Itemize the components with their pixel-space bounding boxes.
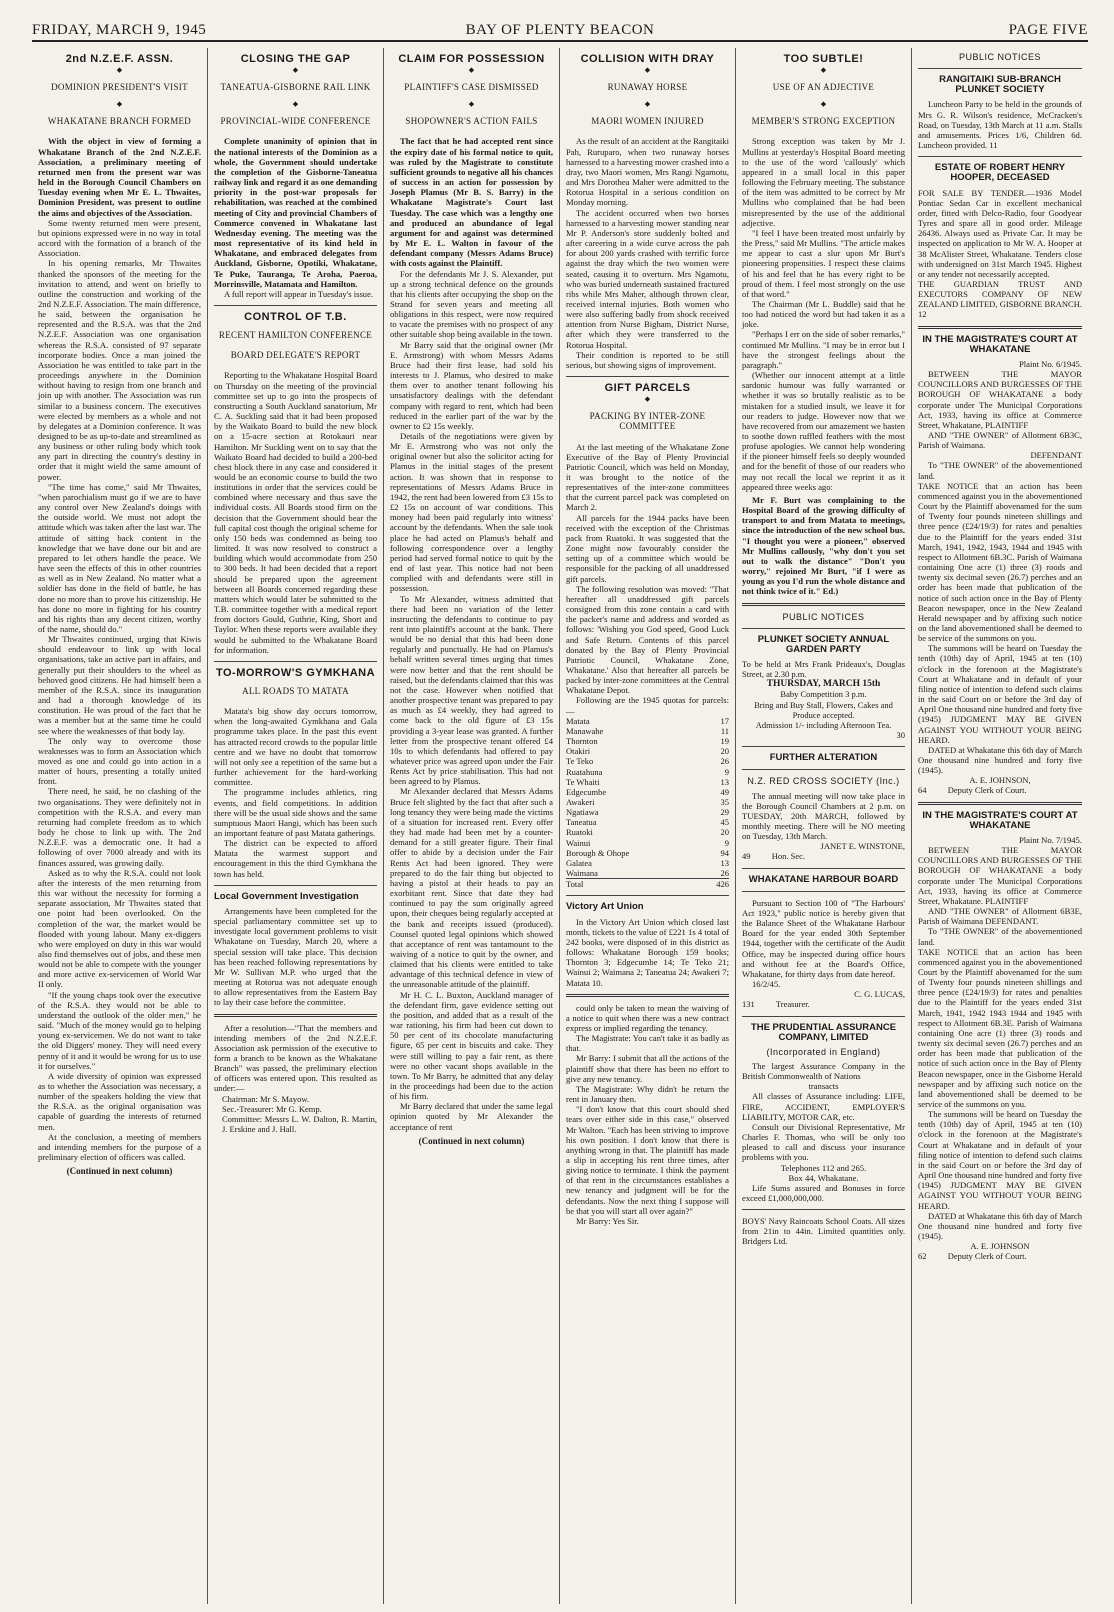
article-headline: 2nd N.Z.E.F. ASSN. <box>65 53 174 65</box>
article-paragraph: Mr Barry: Yes Sir. <box>576 1215 639 1226</box>
article-headline: CLOSING THE GAP <box>240 53 351 65</box>
quota-name: Wainui <box>566 837 591 848</box>
quota-value: 13 <box>720 857 729 868</box>
quota-value: 9 <box>724 766 729 777</box>
notice-signature: THE GUARDIAN TRUST AND EXECUTORS COMPANY OF NEW ZEALAND LIMITED, GISBORNE BRANCH. 12 <box>918 278 1082 320</box>
divider <box>742 746 905 747</box>
quota-value: 19 <box>720 736 729 747</box>
separator-star-icon: ◆ <box>292 66 299 75</box>
quota-name: Taneatua <box>566 817 597 828</box>
notice-line: Admission 1/- including Afternoon Tea. <box>755 719 892 730</box>
notice-headline: WHAKATANE HARBOUR BOARD <box>748 873 899 885</box>
notice-paragraph: AND "THE OWNER" of Allotment 6B3C, Parish of Waimana. <box>918 430 1082 451</box>
article-paragraph: (Whether our innocent attempt at a little sardonic humour was fully warranted or whether it was so brutally realistic as to be mistaken for a studied insult, we leave it for our readers to judge. However now that we have recovered from our amazement we hasten to soothe down ruffled feathers with the most profuse apologies. We cannot help wondering if the pioneer himself feels so deeply wounded and for the benefit of those of our readers who may not recall the local we reprint it as it appeared three weeks ago: <box>742 370 905 492</box>
article-paragraph: Arrangements have been completed for the special parliamentary committee set up to investigate local government problems to visit Whakatane on Tuesday, March 20, where a special session will take place. This decision has been reached following representations by Mr W. Sullivan M.P. who urged that the meeting at Rotorua was not adequate enough to allow representatives from the Eastern Bay to lay their case before the committee. <box>214 905 377 1008</box>
notice-line: To be held at Mrs Frank Prideaux's, Douglas Street, at 2.30 p.m. <box>742 658 905 680</box>
notice-signature: C. G. LUCAS, <box>854 989 905 1000</box>
classified-ad: BOYS' Navy Raincoats School Coats. All sizes from 21in to 44in. Limited quantities only. Bridgers Ltd. <box>742 1216 905 1247</box>
notice-paragraph: TAKE NOTICE that an action has been commenced against you in the abovementioned Court by the Plaintiff abovenamed for the sum of Twenty four pounds nineteen shillings and three pence (£24/19/3) for rates and penalties due to the Plaintiff for the years ended 31st March, 1941, 1942 1943 1944 and 1945 with respect to Allotment 6B.3E. Parish of Waimana containing One acre (1) three (3) roods and twenty six decimal seven (26.7) perches and an order has been made that publication of the notice of such action once in the Bay of Plenty Beacon newspaper, once in the Gisborne Herald newspaper and by affixing such notice on the land abovementioned shall be deemed to be service of the summons on you. <box>918 946 1082 1109</box>
article-subheading: RECENT HAMILTON CONFERENCE <box>218 330 373 341</box>
article-subheading: RUNAWAY HORSE <box>607 82 688 93</box>
reprinted-quote: Mr F. Burt was complaining to the Hospital Board of the growing difficulty of transport to and from Matata to meetings, since the introduction of the new school bus. "I thought you were a pioneer," observed Mr Mullins callously, "why don't you set out to walk the distance" "Don't you worry," rejoined Mr Burt, "if I were as young as you I'd run the whole distance and not think twice of it." Ed.) <box>742 494 905 597</box>
notice-signature: A. E. JOHNSON, <box>969 775 1031 786</box>
article-paragraph: As the result of an accident at the Rangitaiki Pah, Ruruparo, when two runaway horses harnessed to a harvesting mower crashed into a dray, two Maori women, Mrs Rangi Ngamotu, and Mrs Dorothea Maher were admitted to the Rotorua Hospital in a serious condition on Monday morning. <box>566 136 729 208</box>
notice-signature: 49 Hon. Sec. <box>742 851 806 862</box>
article-paragraph: "Perhaps I err on the side of sober remarks," continued Mr Mullins. "I may be in error but I have the strongest feelings about the paragraph." <box>742 329 905 370</box>
separator-star-icon: ◆ <box>644 66 651 75</box>
article-subheading: WHAKATANE BRANCH FORMED <box>47 116 192 127</box>
article-paragraph: "If the young chaps took over the executive of the R.S.A. they would not be able to understand the outlook of the older men," he said. "Much of the money would go to helping young ex-servicemen. We do not want to take the old Diggers' money. They will need every penny of it and it would be wrong for us to use it for ourselves." <box>38 989 201 1071</box>
notice-paragraph: transacts <box>808 1081 839 1092</box>
article-subheading: MEMBER'S STRONG EXCEPTION <box>751 116 896 127</box>
article-paragraph: Mr Barry declared that under the same legal opinion quoted by Mr Alexander the acceptance of rent <box>390 1101 553 1132</box>
article-subheading: SHOPOWNER'S ACTION FAILS <box>405 116 538 127</box>
article-paragraph: At the conclusion, a meeting of members and intending members for the purpose of a preliminary election of officers was called. <box>38 1131 201 1163</box>
column-5 <box>736 48 912 1604</box>
article-paragraph: In the Victory Art Union which closed last month, tickets to the value of £221 1s 4 total of 242 books, were disposed of in this district as follows: Whakatane Borough 159 books; Thornton 3; Edgecumbe 14; Te Teko 21; Wainui 2; Waimana 2; Taneatua 24; Awakeri 7; Matata 10. <box>566 916 729 988</box>
separator-star-icon: ◆ <box>468 100 475 109</box>
article-headline: TO-MORROW'S GYMKHANA <box>215 666 376 679</box>
separator-star-icon: ◆ <box>116 66 123 75</box>
column-4 <box>560 48 736 1604</box>
notice-date: 16/2/45. <box>752 979 781 990</box>
page-columns <box>32 48 1088 1604</box>
notice-headline: RANGITAIKI SUB-BRANCH PLUNKET SOCIETY <box>939 74 1061 96</box>
divider <box>742 1016 905 1017</box>
article-subheading: PLAINTIFF'S CASE DISMISSED <box>404 82 539 93</box>
quota-row <box>566 767 729 777</box>
divider <box>214 305 377 306</box>
quota-total-row <box>566 878 729 889</box>
article-paragraph: Following are the 1945 quotas for parcels:— <box>566 695 729 716</box>
article-paragraph: Some twenty returned men were present, but opinions expressed were in no way in total accord with the formation of a branch of the Association. <box>38 217 201 259</box>
masthead-page-number: PAGE FIVE <box>1008 22 1088 38</box>
notice-signature: JANET E. WINSTONE, <box>820 841 905 852</box>
article-paragraph: There need, he said, be no clashing of the two organisations. They were definitely not in competition with the R.S.A. and every man returning had complete freedom as to which body he chose to link up with. The 2nd N.Z.E.F. was a democratic one. It had a following of over 7000 already and with its finances assured, was growing daily. <box>38 786 201 868</box>
quota-row <box>566 787 729 797</box>
divider <box>742 603 905 606</box>
article-subheading: BOARD DELEGATE'S REPORT <box>230 350 361 361</box>
officer-line: Sec.-Treasurer: Mr G. Kemp. <box>222 1103 322 1114</box>
article-subheading: DOMINION PRESIDENT'S VISIT <box>51 82 188 93</box>
quota-row <box>566 726 729 736</box>
quota-name: Manawahe <box>566 725 604 736</box>
separator-star-icon: ◆ <box>468 66 475 75</box>
divider <box>214 661 377 662</box>
article-paragraph: In his opening remarks, Mr Thwaites thanked the sponsors of the meeting for the invitation to attend, and went on briefly to outline the construction and working of the 2nd N.Z.E.F. Association. The main difference, he said, between the organisation he represented and the R.S.A. was that the 2nd N.Z.E.F. Association was one organisation whereas the R.S.A. consisted of 97 separate incorporate bodies. Once a man joined the Association he was entitled to take part in the proceedings anywhere in the Dominion without having to resign from one branch and join up with another. The Association was run similar to a business concern. The executives were elected by members as a whole and not by delegates at a Dominion conference. It was designed to be as up-to-date and streamlined as any business or other ruling body which took any part in directing the country's destiny in order that it might wield the same amount of power. <box>38 258 201 482</box>
separator-star-icon: ◆ <box>820 100 827 109</box>
article-paragraph: The following resolution was moved: "That hereafter all unaddressed gift parcels consigned from this zone contain a card with the packer's name and address and worded as follows: 'Wishing you God speed, Good Luck and Safe Return. Contents of this parcel donated by the Bay of Plenty Provincial Patriotic Council, Whakatane Zone, Whakatane.' Also that hereafter all parcels be packed by inter-zone committees at the Central Whakatane Depot. <box>566 583 729 696</box>
notice-signature: A. E. JOHNSON <box>970 1241 1030 1252</box>
notice-paragraph: DATED at Whakatane this 6th day of March One thousand nine hundred and forty five (1945). <box>918 744 1082 776</box>
article-paragraph: The Magistrate: Why didn't he return the rent in January then. <box>566 1083 729 1105</box>
notice-paragraph: All classes of Assurance including: LIFE, FIRE, ACCIDENT, EMPLOYER'S LIABILITY, MOTOR CAR, etc. <box>742 1091 905 1122</box>
divider <box>566 895 729 896</box>
article-headline: CONTROL OF T.B. <box>244 310 347 323</box>
article-paragraph: The only way to overcome those weaknesses was to form an Association which moved as one and could go into action in a matter of hours, presenting a totally united front. <box>38 735 201 787</box>
continued-note: (Continued in next column) <box>66 1166 173 1177</box>
notice-headline: PLUNKET SOCIETY ANNUAL GARDEN PARTY <box>757 633 890 655</box>
article-paragraph: The programme includes athletics, ring events, and field competitions. In addition there will be the usual side shows and the same sumptuous Maori Hangi, which has been such an important feature of past Matata gatherings. <box>214 787 377 838</box>
quota-value: 29 <box>720 807 729 818</box>
quota-name: Total <box>566 879 584 890</box>
article-paragraph: Mr Alexander declared that Messrs Adams Bruce felt slighted by the fact that after such a long tenancy they were being made the victims of a situation for increased rent. Every offer they had made had been met by a counter-demand for a still greater figure. Their final offer to abide by a decision under the Fair Rents Act had been ignored. They were prepared to do the fair thing but objected to having a pistol at their heads to pay an exorbitant rent. Since that date they had continued to pay the sum originally agreed upon, their cheques being regularly accepted at the bank and receipts issued (produced). Counsel quoted legal opinions which showed that acceptance of rent was tantamount to the waiving of a notice to quit by the owner, and claimed that his clients were entitled to take advantage of this technical defence in view of the unreasonable attitude of the plaintiff. <box>390 786 553 990</box>
article-paragraph: The Magistrate: You can't take it as badly as that. <box>566 1033 729 1054</box>
quota-value: 45 <box>720 817 729 828</box>
notice-subheading: N.Z. RED CROSS SOCIETY (Inc.) <box>747 776 900 787</box>
article-headline: CLAIM FOR POSSESSION <box>398 53 545 65</box>
quota-value: 11 <box>720 725 729 736</box>
quota-row <box>566 807 729 817</box>
section-label: PUBLIC NOTICES <box>782 611 865 622</box>
notice-headline: IN THE MAGISTRATE'S COURT AT WHAKATANE <box>922 333 1078 355</box>
quota-value: 17 <box>720 715 729 726</box>
article-subheading: MAORI WOMEN INJURED <box>591 116 704 127</box>
continued-note: (Continued in next column) <box>418 1135 525 1146</box>
article-paragraph: After a resolution—"That the members and intending members of the 2nd N.Z.E.F. Association ask permission of the executive to form a branch to be known as the Whakatane Branch" was passed, the preliminary election of officers was entered upon. This resulted as under:— <box>214 1022 377 1094</box>
notice-paragraph: TAKE NOTICE that an action has been commenced against you in the abovementioned Court by the Plaintiff abovenamed for the sum of Twenty four pounds nineteen shillings and three pence (£24/19/3) for rates and penalties due to the Plaintiff for the years ended 31st March, 1941, 1942, 1943, 1944 and 1945 with respect to Allotment 6B.3C. Parish of Waimana containing One acre (1) three (3) roods and twenty six decimal seven (26.7) perches and an order has been made that publication of the notice of such action once in the Bay of Plenty Beacon newspaper, once in the New Zealand Herald newspaper and by affixing such notice on the land abovementioned shall be deemed to be service of the summons on you. <box>918 480 1082 644</box>
quota-row <box>566 716 729 726</box>
plaint-number: Plaint No. 6/1945. <box>1018 358 1082 369</box>
article-headline: COLLISION WITH DRAY <box>580 53 715 65</box>
article-subheading: ALL ROADS TO MATATA <box>242 685 349 696</box>
quota-row <box>566 817 729 827</box>
quota-value: 26 <box>720 756 729 767</box>
article-paragraph: Mr Barry: I submit that all the actions of the plaintiff show that there has been no effort to give any new tenancy. <box>566 1053 729 1084</box>
notice-paragraph: FOR SALE BY TENDER.—1936 Model Pontiac Sedan Car in excellent mechanical order, fitted with Delco-Radio, four Goodyear Tyres and spare all in good order. Mileage 26436. Always used as Private Car. It may be inspected on application to Mr W. A. Hooper at 38 McAlister Street, Whakatane. Tenders close with undersigned on 31st March 1945. Highest or any tender not necessarily accepted. <box>918 187 1082 279</box>
divider <box>566 376 729 377</box>
article-lead: Complete unanimity of opinion that in the national interests of the Dominion as a whole, the Government should undertake the completion of the Gisborne-Taneatua railway link and regard it as one demanding priority in the post-war proposals for rehabilitation, was reached at the combined meeting of City and provincial Chambers of Commerce convened in Whakatane last Wednesday evening. The meeting was the most representative of its kind held in Whakatane, and embraced delegates from Auckland, Gisborne, Opotiki, Whakatane, Te Puke, Tauranga, Te Aroha, Paeroa, Morrinsville, Matamata and Hamilton. <box>214 136 377 289</box>
article-paragraph: All parcels for the 1944 packs have been received with the exception of the Christmas pack from Ruatoki. It was suggested that the Zone might now favourably consider the setting up of a committee which would be responsible for the packing of all unaddressed gift parcels. <box>566 512 729 584</box>
article-paragraph: Mr Barry said that the original owner (Mr E. Armstrong) with whom Messrs Adams Bruce had their first lease, had sold his interests to J. Plamus, who desired to make them over to another tenant following his unsatisfactory dealings with the defendant company with regard to rent, which had been reduced in the earlier part of the war by the owner to £2 15s weekly. <box>390 339 553 431</box>
article-paragraph: "I feel I have been treated most unfairly by the Press," said Mr Mullins. "The article makes me appear to cast a slur upon Mr Burt's pioneering propensities. I respect these claims of his and feel that he has every right to be proud of them. I feel most strongly on the use of that word." <box>742 227 905 299</box>
notice-paragraph: Luncheon Party to be held in the grounds of Mrs G. R. Wilson's residence, McCracken's Road, on Tuesday, 13th March at 11 a.m. Stalls and amusements. Prices 1/6, Children 6d. Luncheon provided. 11 <box>918 99 1082 151</box>
article-headline: GIFT PARCELS <box>604 382 691 395</box>
quota-value: 35 <box>720 797 729 807</box>
plaint-number: Plaint No. 7/1945. <box>1018 834 1082 845</box>
article-paragraph: Asked as to why the R.S.A. could not look after the interests of the men returning from this war without the necessity for forming a separate association, Mr Thwaites stated that one point had been overlooked. On the completion of the war, the market would be flooded with young labour. Many ex-diggers who were employed on duty in this war would also find themselves out of jobs, and these men would not be able to compete with the younger and more active ex-servicemen of World War II only. <box>38 867 201 990</box>
notice-paragraph: To "THE OWNER" of the abovementioned land. <box>918 460 1082 481</box>
notice-line: Baby Competition 3 p.m. <box>780 689 867 700</box>
notice-signature: 64 Deputy Clerk of Court. <box>918 785 1027 796</box>
masthead-date: FRIDAY, MARCH 9, 1945 <box>32 22 207 38</box>
masthead <box>32 22 1088 42</box>
notice-paragraph: Consult our Divisional Representative, Mr Charles F. Thomas, who will be only too pleased to call and discuss your insurance problems with you. <box>742 1121 905 1163</box>
quota-name: Otakiri <box>566 746 591 757</box>
notice-paragraph: Pursuant to Section 100 of "The Harbours' Act 1923," public notice is hereby given that the Balance Sheet of the Whakatane Harbour Board for the year ended 30th September 1944, together with the certificate of the Audit Office, may be inspected during office hours and without fee at the Board's Office, Whakatane, for thirty days from date hereof. <box>742 897 905 979</box>
quota-row <box>566 858 729 868</box>
article-lead: The fact that he had accepted rent since the expiry date of his formal notice to quit, was ruled by the Magistrate to constitute sufficient grounds to negative all his chances of success in an action for possession by Joseph Plamus (Mr B. S. Barry) in the Whakatane Magistrate's Court last Tuesday. The case which was a lengthy one and produced an abundance of legal argument for and against was determined by Mr E. L. Walton in favour of the defendant company (Messrs Adams Bruce) with costs against the Plaintiff. <box>390 136 553 269</box>
notice-headline: IN THE MAGISTRATE'S COURT AT WHAKATANE <box>922 809 1078 831</box>
quota-name: Galatea <box>566 857 592 868</box>
article-subheading: PACKING BY INTER-ZONE COMMITTEE <box>589 411 706 432</box>
divider <box>566 994 729 997</box>
quota-row <box>566 797 729 807</box>
article-paragraph: Their condition is reported to be still serious, but showing signs of improvement. <box>566 349 729 370</box>
quota-name: Ruatahuna <box>566 766 603 777</box>
quota-table <box>566 716 729 890</box>
separator-star-icon: ◆ <box>644 100 651 109</box>
notice-paragraph: The summons will be heard on Tuesday the tenth (10th) day of April, 1945 at ten (10) o'clock in the forenoon at the Magistrate's Court at Whakatane and in default of your filing notice of intention to defend such claims in the said Court on or before the 3rd day of April One thousand nine hundred and forty five (1945) JUDGMENT MAY BE GIVEN AGAINST YOU WITHOUT YOUR BEING HEARD. <box>918 643 1082 745</box>
notice-paragraph: DATED at Whakatane this 6th day of March One thousand nine hundred and forty five (1945). <box>918 1210 1082 1242</box>
quota-row <box>566 827 729 837</box>
quota-row <box>566 848 729 858</box>
divider <box>742 628 905 629</box>
quota-value: 49 <box>720 786 729 797</box>
quota-row <box>566 736 729 746</box>
notice-paragraph: AND "THE OWNER" of Allotment 6B3E, Parish of Waimana DEFENDANT. <box>918 906 1082 927</box>
notice-paragraph: BETWEEN THE MAYOR COUNCILLORS AND BURGESSES OF THE BOROUGH OF WHAKATANE a body corporate under The Municipal Corporations Act, 1933, having its office at Commerce Street, Whakatane. PLAINTIFF <box>918 845 1082 906</box>
article-headline: TOO SUBTLE! <box>783 53 864 65</box>
column-1 <box>32 48 208 1604</box>
section-label: PUBLIC NOTICES <box>958 52 1041 62</box>
notice-headline: FURTHER ALTERATION <box>769 752 878 764</box>
notice-paragraph: The summons will be heard on Tuesday the tenth (10th) day of April, 1945 at ten (10) o'clock in the forenoon at the Magistrate's Court at Whakatane and in default of your filing notice of intention to defend such claims in the said Court on or before the 3rd day of April One thousand nine hundred and forty five (1945) JUDGMENT MAY BE GIVEN AGAINST YOU WITHOUT YOUR BEING HEARD. <box>918 1109 1082 1211</box>
notice-paragraph: Telephones 112 and 265. <box>780 1162 867 1173</box>
divider <box>918 68 1082 69</box>
article-headline: Victory Art Union <box>566 901 644 913</box>
article-paragraph: Matata's big show day occurs tomorrow, when the long-awaited Gymkhana and Gala programme takes place. In the past this event has attracted record crowds to the popular little centre and we have no doubt that tomorrow will not only see a repetition of the same but a further achievement for the hard-working committee. <box>214 706 377 788</box>
divider <box>214 885 377 886</box>
quota-row <box>566 838 729 848</box>
notice-signature: 131 Treasurer. <box>742 999 810 1010</box>
divider <box>742 769 905 770</box>
column-6 <box>912 48 1088 1604</box>
notice-line: THURSDAY, MARCH 15th <box>766 679 881 690</box>
quota-name: Borough & Ohope <box>566 847 630 858</box>
article-paragraph: "I don't know that this court should shed tears over either side in this case," observed Mr Walton. "Each has been striving to improve his own position. I don't know that there is anything wrong in that. The plaintiff has made a slip in accepting his rent three times, after giving notice to terminate. I think the payment of that rent in the circumstances establishes a new tenancy and judgment will be for the defendants. Now the next thing I suppose will be that you will start all over again?" <box>566 1104 729 1216</box>
officer-line: Committee: Messrs L. W. Dalton, R. Martin, J. Erskine and J. Hall. <box>222 1113 377 1135</box>
article-paragraph: Reporting to the Whakatane Hospital Board on Thursday on the meeting of the provincial committee set up to go into the prospects of constructing a South Auckland sanatorium, Mr C. A. Suckling said that it had been proposed by the Waikato Board to build the new block on a 15-acre section at Rotokauri near Hamilton. Mr Suckling went on to say that the Waikato Board had decided to build a 200-bed chest block there in any case and considered it would be an economic course to build the two institutions in order that the services could be combined where necessary and thus save the individual costs. All Boards stood firm on the decision that the Government should bear the full capital cost though the original scheme for only 150 beds was condemned as being too limited. It was now resolved to construct a building which would accommodate from 250 to 300 beds. It had been decided that a report should be prepared upon the agreement between all Boards concerned regarding these matters which would later be submitted to the T.B. committee together with a medical report from doctors Gould, Guthrie, King, Short and Taylor. When these reports were available they would be submitted to the Whakatane Board for information. <box>214 370 377 655</box>
article-paragraph: The district can be expected to afford Matata the warmest support and encouragement in this the third Gymkhana the town has held. <box>214 838 377 879</box>
quota-row <box>566 777 729 787</box>
article-paragraph: Mr H. C. L. Buxton, Auckland manager of the defendant firm, gave evidence setting out the position, and added that as a result of the war rationing, his firm had been cut down to 50 per cent of its chocolate manufacturing figure, 65 per cent in biscuits and cake. They were still willing to pay a fair rent, as there were no other vacant shops available in the town. To Mr Barry, he admitted that any delay in the proceedings had been due to the action of his firm. <box>390 989 553 1102</box>
divider <box>742 868 905 869</box>
article-subheading: PROVINCIAL-WIDE CONFERENCE <box>220 116 371 127</box>
officer-line: Chairman: Mr S. Mayow. <box>222 1093 310 1104</box>
quota-row <box>566 868 729 878</box>
notice-number: 30 <box>896 730 905 741</box>
notice-paragraph: To "THE OWNER" of the abovementioned land. <box>918 926 1082 947</box>
divider <box>918 326 1082 329</box>
notice-headline: ESTATE OF ROBERT HENRY HOOPER, DECEASED <box>934 162 1066 184</box>
quota-value: 13 <box>720 776 729 787</box>
quota-name: Waimana <box>566 868 598 879</box>
quota-name: Matata <box>566 715 590 726</box>
article-paragraph: For the defendants Mr J. S. Alexander, put up a strong technical defence on the grounds that his clients after occupying the shop on the Strand for seven years and meeting all obligations in this respect, were now required to vacate the premises with no prospect of any other suitable shop being available in the town. <box>390 268 553 340</box>
article-note: A full report will appear in Tuesday's issue. <box>224 288 374 299</box>
divider <box>214 1014 377 1017</box>
quota-name: Ngatiawa <box>566 807 599 818</box>
notice-line: Bring and Buy Stall, Flowers, Cakes and Produce accepted. <box>754 699 893 720</box>
divider <box>742 891 905 892</box>
quota-name: Awakeri <box>566 797 595 807</box>
quota-value: 26 <box>720 868 729 879</box>
article-paragraph: At the last meeting of the Whakatane Zone Executive of the Bay of Plenty Provincial Patriotic Council, which was held on Monday, it was brought to the notice of the representatives of the inter-zone committees that the current parcel pack was completed on March 2. <box>566 441 729 513</box>
article-subheading: TANEATUA-GISBORNE RAIL LINK <box>220 82 371 93</box>
quota-value: 94 <box>720 847 729 858</box>
notice-paragraph: Box 44, Whakatane. <box>788 1172 859 1183</box>
column-3 <box>384 48 560 1604</box>
notice-paragraph: Life Sums assured and Bonuses in force exceed £1,000,000,000. <box>742 1182 905 1203</box>
notice-paragraph: DEFENDANT <box>1030 450 1082 461</box>
article-paragraph: Strong exception was taken by Mr J. Mullins at yesterday's Hospital Board meeting to the use of the word 'callously' which appeared in a small local in this paper following the February meeting. The substance of the item was admitted to be correct by Mr Mullins who complained that he had been misrepresented by the use of the additional adjective. <box>742 136 905 228</box>
quota-name: Thornton <box>566 736 598 747</box>
separator-star-icon: ◆ <box>644 395 651 404</box>
article-paragraph: The Chairman (Mr L. Buddle) said that he too had noticed the word but had taken it as a joke. <box>742 298 905 330</box>
quota-row <box>566 756 729 766</box>
article-subheading: USE OF AN ADJECTIVE <box>772 82 875 93</box>
article-paragraph: The accident occurred when two horses harnessed to a harvesting mower standing near Mr P. Anderson's store suddenly bolted and after careering in a wide curve across the pah for about 200 yards crashed with terrific force against the dray which the two women were seated, causing it to overturn. Mrs Ngamotu, who was buried underneath sustained fractured ribs while Mrs Maher, although thrown clear, received internal injuries. Both women who were also suffering badly from shock received attention from Nurse Bigham, District Nurse, after which they were transferred to the Rotorua Hospital. <box>566 207 729 350</box>
article-paragraph: Details of the negotiations were given by Mr E. Armstrong who was not only the original owner but also the solicitor acting for Plamus in the initial stages of the present action. It was shown that in response to representations of Messrs Adams Bruce in 1942, the rent had been lowered from £3 15s to £2 15s on account of war conditions. This money had been paid regularly into witness' account by the defendants. When the sale took place he had acted on Plamus's behalf and following correspondence over a lengthy period had served formal notice to quit by the end of last year. This notice had not been complied with and defendants were still in possession. <box>390 431 553 594</box>
divider <box>918 156 1082 157</box>
masthead-paper-name: BAY OF PLENTY BEACON <box>465 22 655 38</box>
quota-value: 20 <box>720 746 729 757</box>
article-headline: Local Government Investigation <box>214 890 359 902</box>
separator-star-icon: ◆ <box>116 100 123 109</box>
article-paragraph: could only be taken to mean the waiving of a notice to quit when there was a new contract express or implied regarding the tenancy. <box>566 1002 729 1033</box>
article-paragraph: Mr Thwaites continued, urging that Kiwis should endeavour to link up with local organisations, take an active part in affairs, and generally put their shoulders to the wheel as behoved good citizens. He had himself been a member of the R.S.A. since its inauguration and had a thorough knowledge of its constitution. He was proud of the fact that he was a member but at the same time he could see where the weaknesses of that body lay. <box>38 634 201 736</box>
quota-name: Te Teko <box>566 756 594 767</box>
notice-paragraph: The largest Assurance Company in the British Commonwealth of Nations <box>742 1060 905 1082</box>
quota-value: 9 <box>724 837 729 848</box>
quota-name: Edgecumbe <box>566 786 607 797</box>
quota-row <box>566 746 729 756</box>
notice-subheading: (Incorporated in England) <box>766 1046 881 1057</box>
article-paragraph: To Mr Alexander, witness admitted that there had been no variation of the letter instructing the defendants to continue to pay rent into plaintiff's account at the bank. There would be no denial that this had been done regularly and punctually. He had on Plamus's behalf written several times urging that times were now better and that the rent should be raised, but the defendants claimed that this was not the case. However when notified that another prospective tenant was prepared to pay as much as £4 weekly, they had agreed to come back to the old figure of £3 15s providing a 3-year lease was granted. A further letter from the prospective tenant offered £4 10s to which defendants had offered to pay whatever price was agreed upon under the Fair Rents Act by price stabilisation. This had not been agreed to by Plamus. <box>390 593 553 787</box>
notice-signature: 62 Deputy Clerk of Court. <box>918 1251 1027 1262</box>
separator-star-icon: ◆ <box>820 66 827 75</box>
article-paragraph: A wide diversity of opinion was expressed as to whether the Association was necessary, a number of the speakers holding the view that the R.S.A. as the original organisation was capable of guarding the interests of returned men. <box>38 1070 201 1132</box>
notice-paragraph: BETWEEN THE MAYOR COUNCILLORS AND BURGESSES OF THE BOROUGH OF WHAKATANE a body corporate under The Municipal Corporations Act, 1933, having its office at Commerce Street, Whakatane, PLAINTIFF <box>918 369 1082 430</box>
article-paragraph: "The time has come," said Mr Thwaites, "when parochialism must go if we are to have any control over New Zealand's doings with the outside world. We must not adopt the attitude which was taken after the last war. The attitude of sitting back content in the knowledge that we have done our bit and are prepared to let others handle the peace. We have seen the effects of this in other countries as well as in New Zealand. No matter what a soldier has done in the field of battle, he has done no more than to prove his citizenship. He has done no more in fighting for his country and his rights than any decent citizen, worthy of the name, should do." <box>38 481 201 634</box>
separator-star-icon: ◆ <box>292 100 299 109</box>
divider <box>918 802 1082 805</box>
notice-paragraph: The annual meeting will now take place in the Borough Council Chambers at 2 p.m. on TUESDAY, 20th MARCH, followed by monthly meeting. There will be NO meeting on Tuesday, 13th March. <box>742 790 905 842</box>
quota-name: Ruatoki <box>566 827 593 838</box>
notice-headline: THE PRUDENTIAL ASSURANCE COMPANY, LIMITED <box>750 1021 897 1043</box>
divider <box>742 1209 905 1210</box>
column-2 <box>208 48 384 1604</box>
quota-value: 426 <box>716 879 729 890</box>
quota-name: Te Whaiti <box>566 776 600 787</box>
article-lead: With the object in view of forming a Whakatane Branch of the 2nd N.Z.E.F. Association, a preliminary meeting of returned men from the present war was held in the Borough Council Chambers on Tuesday evening when Mr E. L. Thwaites, Dominion President, was present to outline the aims and objectives of the Association. <box>38 136 201 218</box>
quota-value: 20 <box>720 827 729 838</box>
